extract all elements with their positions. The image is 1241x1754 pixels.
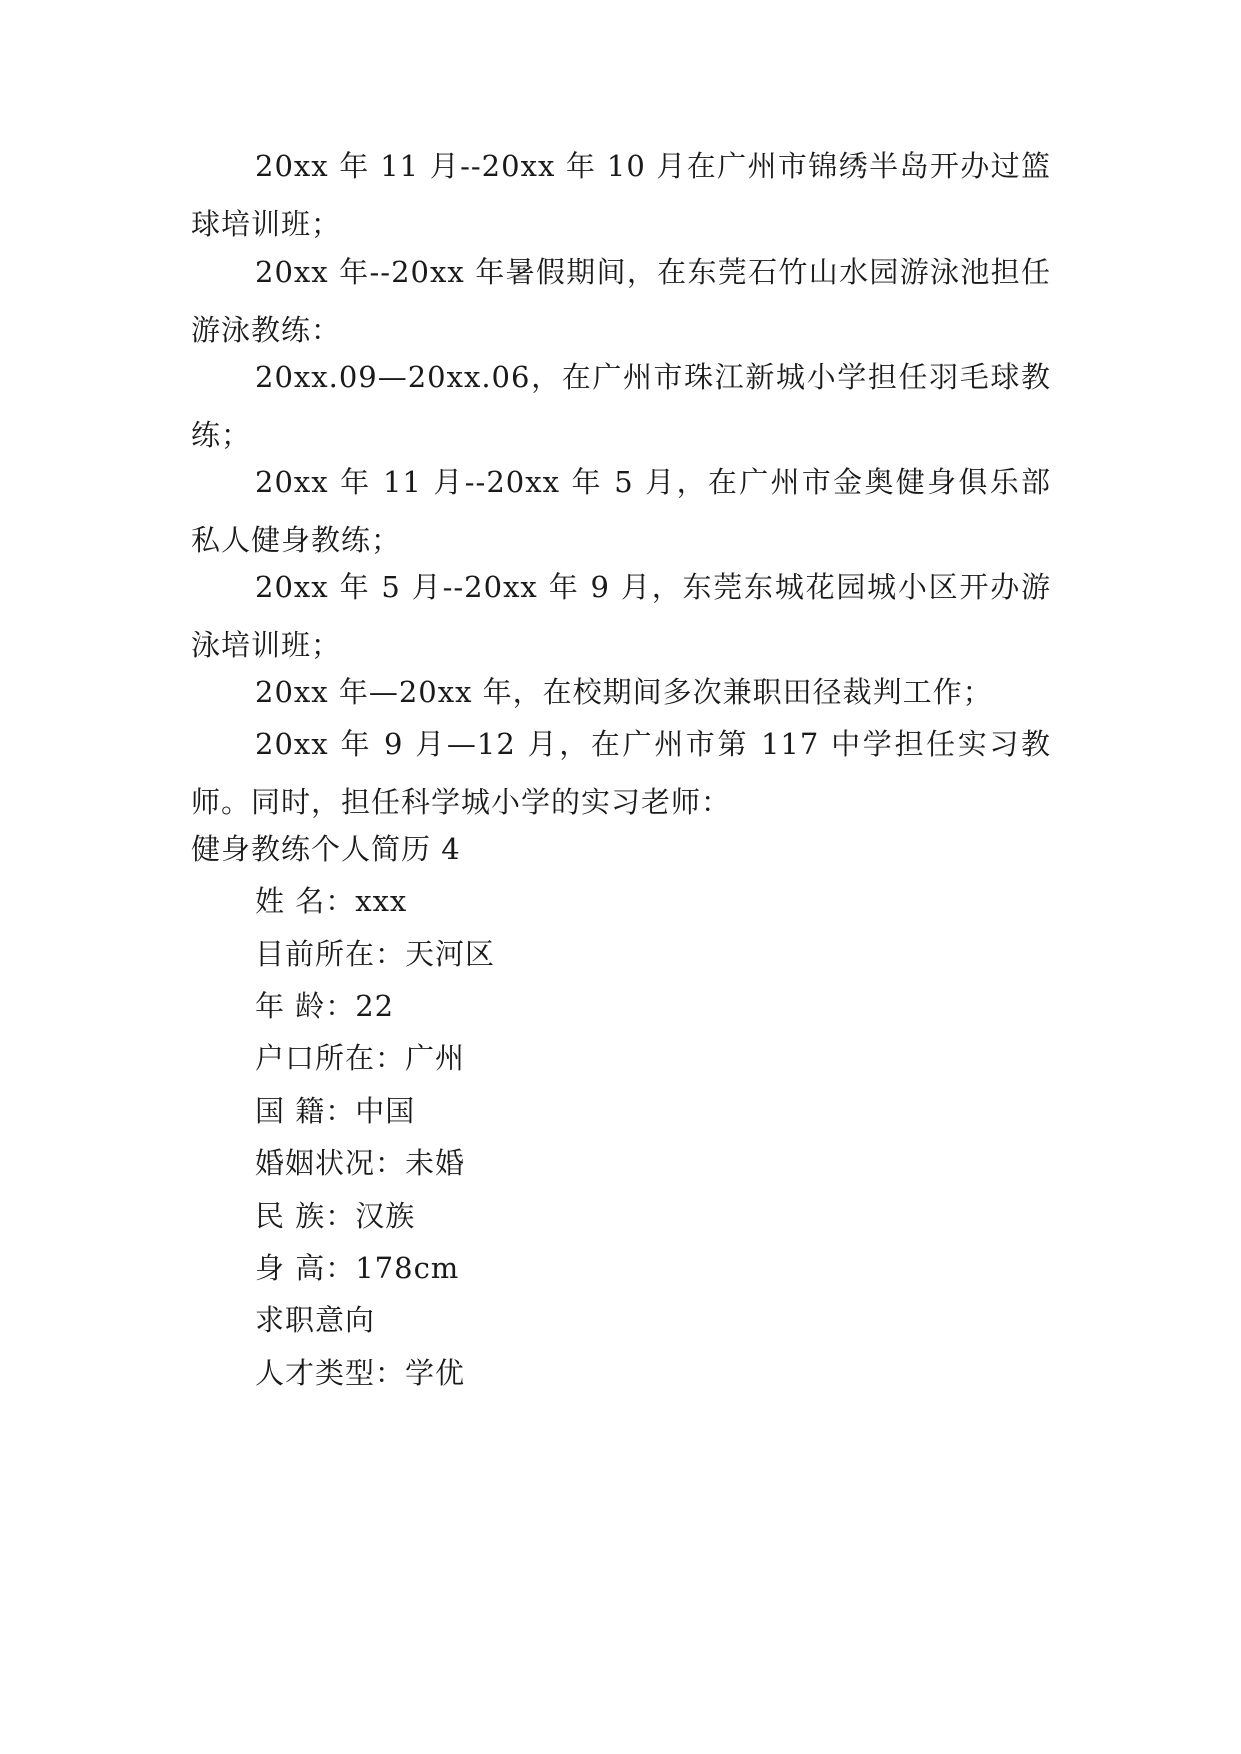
experience-item: 20xx 年—20xx 年，在校期间多次兼职田径裁判工作； (255, 675, 993, 709)
experience-item: 20xx 年 9 月—12 月，在广州市第 117 中学担任实习教师。同时，担任科学城小学的实习老师： (191, 727, 1051, 819)
field-nationality: 国 籍：中国 (255, 1094, 416, 1128)
field-name: 姓 名：xxx (255, 884, 408, 918)
experience-item: 20xx.09—20xx.06，在广州市珠江新城小学担任羽毛球教练； (191, 360, 1051, 452)
experience-item: 20xx 年 11 月--20xx 年 5 月，在广州市金奥健身俱乐部私人健身教练； (191, 465, 1051, 557)
field-marital-status: 婚姻状况：未婚 (255, 1146, 466, 1180)
field-ethnicity: 民 族：汉族 (255, 1199, 416, 1233)
field-height: 身 高：178cm (255, 1251, 460, 1285)
experience-item: 20xx 年--20xx 年暑假期间，在东莞石竹山水园游泳池担任游泳教练： (191, 255, 1051, 347)
field-hukou: 户口所在：广州 (255, 1041, 466, 1075)
experience-item: 20xx 年 5 月--20xx 年 9 月，东莞东城花园城小区开办游泳培训班； (191, 570, 1051, 662)
field-talent-type: 人才类型：学优 (255, 1356, 466, 1390)
experience-item: 20xx 年 11 月--20xx 年 10 月在广州市锦绣半岛开办过篮球培训班； (191, 149, 1051, 241)
section-title: 健身教练个人简历 4 (191, 832, 461, 866)
job-intention-heading: 求职意向 (255, 1303, 376, 1337)
field-age: 年 龄：22 (255, 989, 395, 1023)
field-location: 目前所在：天河区 (255, 937, 496, 971)
